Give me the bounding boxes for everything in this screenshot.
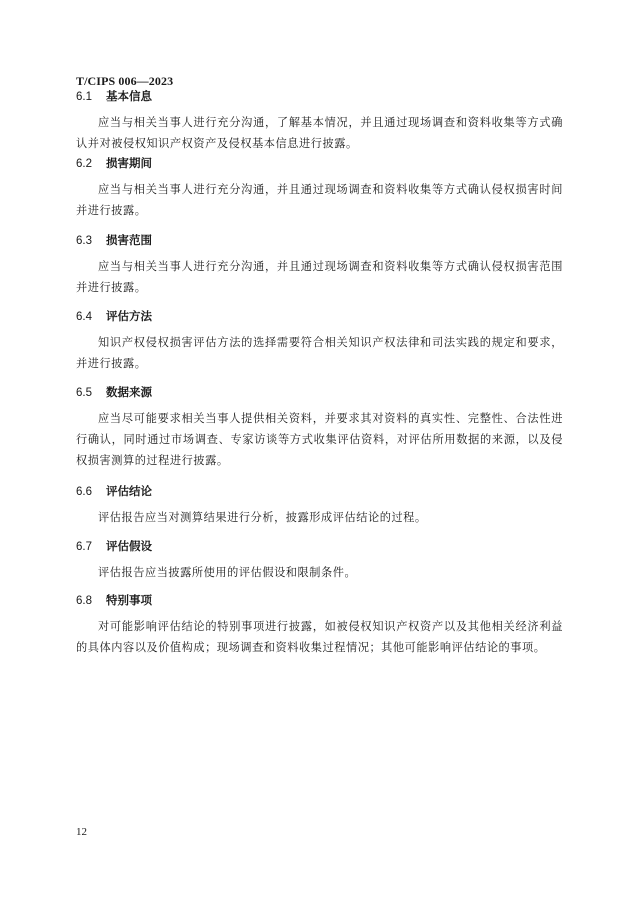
section-title: 评估方法 [106, 309, 152, 323]
section-title: 数据来源 [106, 385, 152, 399]
section-number: 6.4 [76, 311, 92, 323]
section-number: 6.5 [76, 387, 92, 399]
section-evaluation-conclusion [76, 483, 563, 528]
page-number: 12 [76, 826, 87, 838]
section-heading [76, 592, 563, 608]
section-number: 6.6 [76, 486, 92, 498]
section-body: 知识产权侵权损害评估方法的选择需要符合相关知识产权法律和司法实践的规定和要求，并进行披露。 [76, 336, 563, 370]
section-body: 评估报告应当对测算结果进行分析，披露形成评估结论的过程。 [98, 511, 427, 524]
section-title: 损害期间 [106, 156, 152, 170]
section-heading [76, 308, 563, 324]
section-body: 应当与相关当事人进行充分沟通，并且通过现场调查和资料收集等方式确认侵权损害范围并进行披露。 [76, 260, 563, 294]
section-number: 6.8 [76, 595, 92, 607]
document-code: T/CIPS 006—2023 [76, 74, 174, 88]
section-body: 应当与相关当事人进行充分沟通，了解基本情况，并且通过现场调查和资料收集等方式确认并对被侵权知识产权资产及侵权基本信息进行披露。 [76, 116, 563, 150]
section-title: 特别事项 [106, 593, 152, 607]
section-basic-info [76, 88, 563, 154]
section-title: 损害范围 [106, 233, 152, 247]
section-number: 6.2 [76, 158, 92, 170]
section-title: 评估假设 [106, 539, 152, 553]
section-special-matters [76, 592, 563, 658]
section-body: 应当尽可能要求相关当事人提供相关资料，并要求其对资料的真实性、完整性、合法性进行确认，同时通过市场调查、专家访谈等方式收集评估资料，对评估所用数据的来源，以及侵权损害测算的过程进行披露。 [76, 412, 563, 467]
section-body: 应当与相关当事人进行充分沟通，并且通过现场调查和资料收集等方式确认侵权损害时间并进行披露。 [76, 183, 563, 217]
section-evaluation-method [76, 308, 563, 374]
section-number: 6.1 [76, 91, 92, 103]
section-data-source [76, 384, 563, 471]
section-heading [76, 232, 563, 248]
section-heading [76, 538, 563, 554]
section-damage-period [76, 155, 563, 221]
section-body: 对可能影响评估结论的特别事项进行披露，如被侵权知识产权资产以及其他相关经济利益的具体内容以及价值构成；现场调查和资料收集过程情况；其他可能影响评估结论的事项。 [76, 620, 563, 654]
section-heading [76, 483, 563, 499]
section-damage-scope [76, 232, 563, 298]
section-title: 评估结论 [106, 484, 152, 498]
section-heading [76, 155, 563, 171]
section-body: 评估报告应当披露所使用的评估假设和限制条件。 [98, 566, 357, 579]
section-number: 6.3 [76, 235, 92, 247]
section-heading [76, 88, 563, 104]
section-evaluation-assumption [76, 538, 563, 583]
section-title: 基本信息 [106, 89, 152, 103]
section-heading [76, 384, 563, 400]
section-number: 6.7 [76, 541, 92, 553]
